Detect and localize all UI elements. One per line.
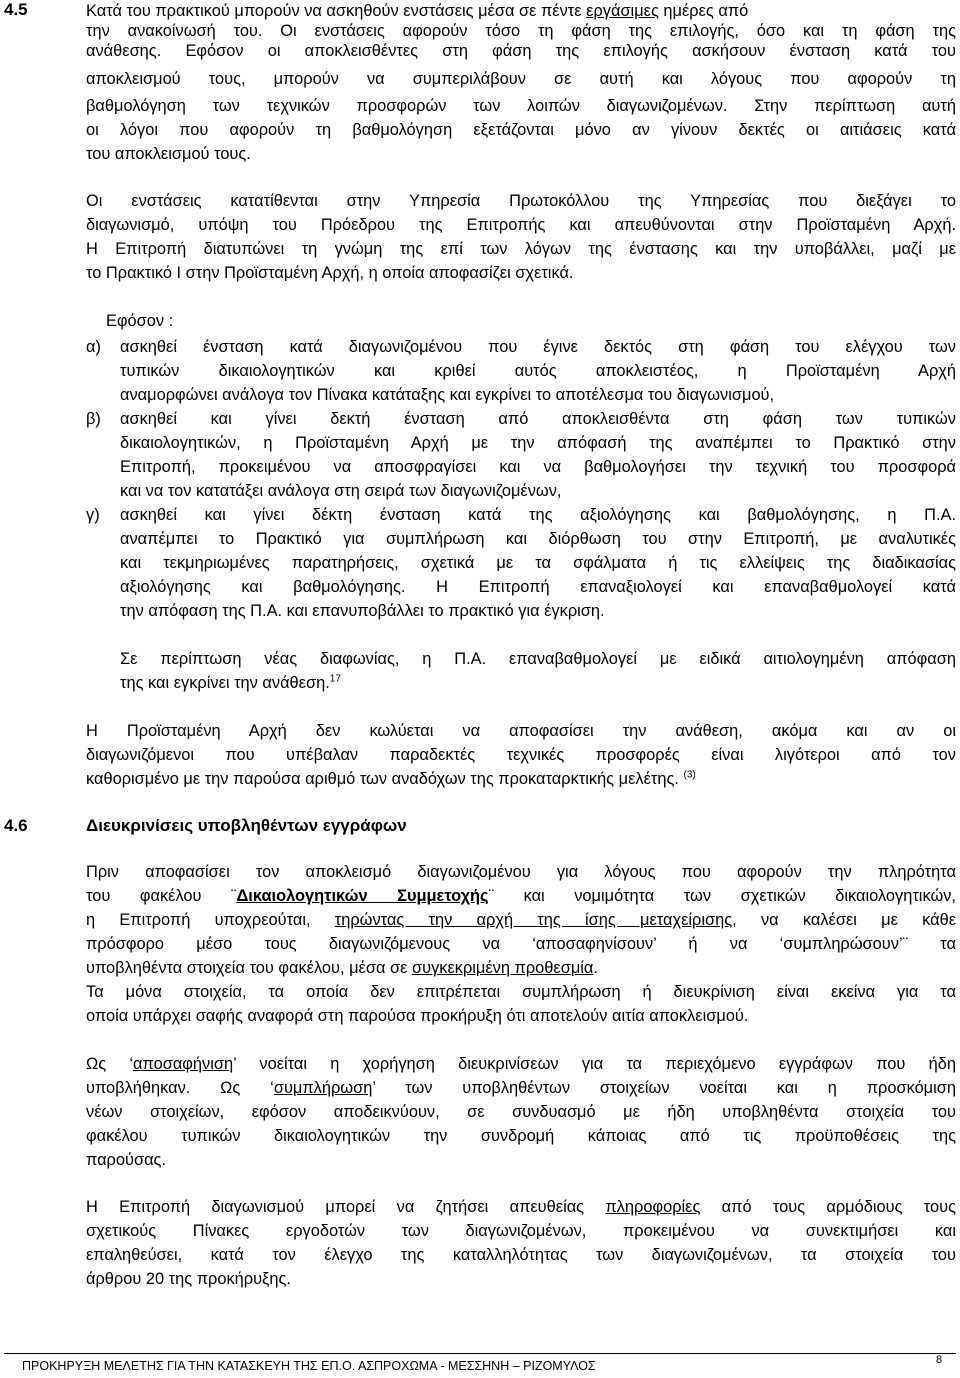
paragraph-line: υποβληθέντα στοιχεία του φακέλου, μέσα σε συγκεκριμένη προθεσμία. <box>86 959 598 977</box>
paragraph-line: οι λόγοι που αφορούν τη βαθμολόγηση εξετάζονται μόνο αν γίνουν δεκτές οι αιτιάσεις κατά <box>86 121 956 139</box>
paragraph-line: του αποκλεισμού τους. <box>86 145 251 163</box>
paragraph-line: Πριν αποφασίσει τον αποκλεισμό διαγωνιζομένου για λόγους που αφορούν την πληρότητα <box>86 863 956 881</box>
list-item-line: και τεκμηριωμένες παρατηρήσεις, σχετικά με τα σφάλματα ή τις ελλείψεις της διαδικασίας <box>120 554 956 572</box>
paragraph-line: Ως ‘αποσαφήνιση’ νοείται η χορήγηση διευκρινίσεων για τα περιεχόμενο εγγράφων που ήδη <box>86 1055 956 1073</box>
list-item-line: αναπέμπει το Πρακτικό για συμπλήρωση και διόρθωση του στην Επιτροπή, με αναλυτικές <box>120 530 956 548</box>
paragraph-line: βαθμολόγηση των τεχνικών προσφορών των λοιπών διαγωνιζομένων. Στην περίπτωση αυτή <box>86 97 956 115</box>
paragraph-line: νέων στοιχείων, εφόσον αποδεικνύουν, σε συνδυασμό με ήδη υποβληθέντα στοιχεία του <box>86 1103 956 1121</box>
paragraph-line: η Επιτροπή υποχρεούται, τηρώντας την αρχή της ίσης μεταχείρισης, να καλέσει με κάθε <box>86 911 957 929</box>
paragraph-line: Κατά του πρακτικού μπορούν να ασκηθούν ενστάσεις μέσα σε πέντε εργάσιμες ημέρες από <box>86 2 749 20</box>
list-label: β) <box>86 410 101 428</box>
paragraph-line: πρόσφορο μέσο τους διαγωνιζόμενους να ‘αποσαφηνίσουν’ ή να ‘συμπληρώσουν’¨ τα <box>86 935 956 953</box>
paragraph-line: διαγωνιζόμενοι που υπέβαλαν παραδεκτές τεχνικές προσφορές είναι λιγότεροι από τον <box>86 746 956 764</box>
section-number: 4.5 <box>4 0 28 19</box>
paragraph-line: οποία υπάρχει σαφής αναφορά στη παρούσα προκήρυξη ότι αποτελούν αιτία αποκλεισμού. <box>86 1007 749 1025</box>
paragraph-line: του φακέλου ¨Δικαιολογητικών Συμμετοχής¨ και νομιμότητα των σχετικών δικαιολογητικών, <box>86 887 956 905</box>
paragraph-line: Η Προϊσταμένη Αρχή δεν κωλύεται να αποφασίσει την ανάθεση, ακόμα και αν οι <box>86 722 956 740</box>
paragraph-line: αποκλεισμού τους, μπορούν να συμπεριλάβουν σε αυτή και λόγους που αφορούν τη <box>86 70 956 88</box>
page-number: 8 <box>936 1354 943 1366</box>
list-item-line: αξιολόγησης και βαθμολόγησης. Η Επιτροπή επαναξιολογεί και επαναβαθμολογεί κατά <box>120 578 956 596</box>
list-label: γ) <box>86 506 100 524</box>
paragraph-line: φακέλου τυπικών δικαιολογητικών την συνδρομή κάποιας από τις προϋποθέσεις της <box>86 1127 956 1145</box>
list-item-line: Επιτροπή, προκειμένου να αποσφραγίσει και να βαθμολογήσει την τεχνική του προσφορά <box>120 458 956 476</box>
paragraph-line: Η Επιτροπή διαγωνισμού μπορεί να ζητήσει απευθείας πληροφορίες από τους αρμόδιους τους <box>86 1198 957 1216</box>
paragraph-line: Σε περίπτωση νέας διαφωνίας, η Π.Α. επαναβαθμολογεί με ειδικά αιτιολογημένη απόφαση <box>120 650 956 668</box>
paragraph-line: Τα μόνα στοιχεία, τα οποία δεν επιτρέπεται συμπλήρωση ή διευκρίνιση είναι εκείνα για τα <box>86 983 956 1001</box>
paragraph-line: Οι ενστάσεις κατατίθενται στην Υπηρεσία Πρωτοκόλλου της Υπηρεσίας που διεξάγει το <box>86 192 956 210</box>
list-label: α) <box>86 338 101 356</box>
paragraph-line: καθορισμένο με την παρούσα αριθμό των αναδόχων της προκαταρκτικής μελέτης. $^{(3)}$ <box>86 769 696 788</box>
paragraph-line: ανάθεσης. Εφόσον οι αποκλεισθέντες στη φάση της επιλογής ασκήσουν ένσταση κατά του <box>86 42 956 60</box>
list-item-line: δικαιολογητικών, η Προϊσταμένη Αρχή με την απόφασή της αναπέμπει το Πρακτικό στην <box>120 434 956 452</box>
list-item-line: αναμορφώνει ανάλογα τον Πίνακα κατάταξης και εγκρίνει το αποτέλεσμα του διαγωνισμού, <box>120 386 775 404</box>
paragraph-line: άρθρου 20 της προκήρυξης. <box>86 1270 291 1288</box>
footnote-ref: (3) <box>683 769 696 781</box>
section-title: Διευκρινίσεις υποβληθέντων εγγράφων <box>86 816 407 835</box>
paragraph-line: παρούσας. <box>86 1151 167 1169</box>
list-item-line: ασκηθεί και γίνει δεκτή ένσταση από αποκλεισθέντα στη φάση των τυπικών <box>120 410 956 428</box>
list-item-line: τυπικών δικαιολογητικών και κριθεί αυτός αποκλειστέος, η Προϊσταμένη Αρχή <box>120 362 956 380</box>
paragraph-line: επαληθεύσει, κατά τον έλεγχο της καταλληλότητας των διαγωνιζομένων, τα στοιχεία του <box>86 1246 956 1264</box>
paragraph-line: Η Επιτροπή διατυπώνει τη γνώμη της επί των λόγων της ένστασης και την υποβάλλει, μαζί με <box>86 240 956 258</box>
list-item-line: και να τον κατατάξει ανάλογα στη σειρά των διαγωνιζομένων, <box>120 482 562 500</box>
efoson-label: Εφόσον : <box>106 312 174 330</box>
paragraph-line: την ανακοίνωσή του. Οι ενστάσεις αφορούν τόσο τη φάση της επιλογής, όσο και τη φάση της <box>86 22 956 40</box>
paragraph-line: σχετικούς Πίνακες εργοδοτών των διαγωνιζομένων, προκειμένου να συνεκτιμήσει και <box>86 1222 956 1240</box>
paragraph-line: της και εγκρίνει την ανάθεση.$^{17}$ <box>120 673 341 692</box>
list-item-line: την απόφαση της Π.Α. και επανυποβάλλει το πρακτικό για έγκριση. <box>120 602 605 620</box>
footer-text: ΠΡΟΚΗΡΥΞΗ ΜΕΛΕΤΗΣ ΓΙΑ ΤΗΝ ΚΑΤΑΣΚΕΥΗ ΤΗΣ ΕΠ.Ο. ΑΣΠΡΟΧΩΜΑ - ΜΕΣΣΗΝΗ – ΡΙΖΟΜΥΛΟΣ <box>22 1359 596 1373</box>
paragraph-line: διαγωνισμό, υπόψη του Πρόεδρου της Επιτροπής και απευθύνονται στην Προϊσταμένη Αρχή. <box>86 216 956 234</box>
footer-divider <box>4 1353 956 1354</box>
paragraph-line: υποβλήθηκαν. Ως ‘συμπλήρωση’ των υποβληθέντων στοιχείων νοείται και η προσκόμιση <box>86 1079 957 1097</box>
paragraph-line: το Πρακτικό Ι στην Προϊσταμένη Αρχή, η οποία αποφασίζει σχετικά. <box>86 264 574 282</box>
section-number: 4.6 <box>4 816 28 835</box>
footnote-ref: 17 <box>329 673 341 685</box>
list-item-line: ασκηθεί ένσταση κατά διαγωνιζομένου που έγινε δεκτός στη φάση του ελέγχου των <box>120 338 956 356</box>
list-item-line: ασκηθεί και γίνει δέκτη ένσταση κατά της αξιολόγησης και βαθμολόγησης, η Π.Α. <box>120 506 956 524</box>
